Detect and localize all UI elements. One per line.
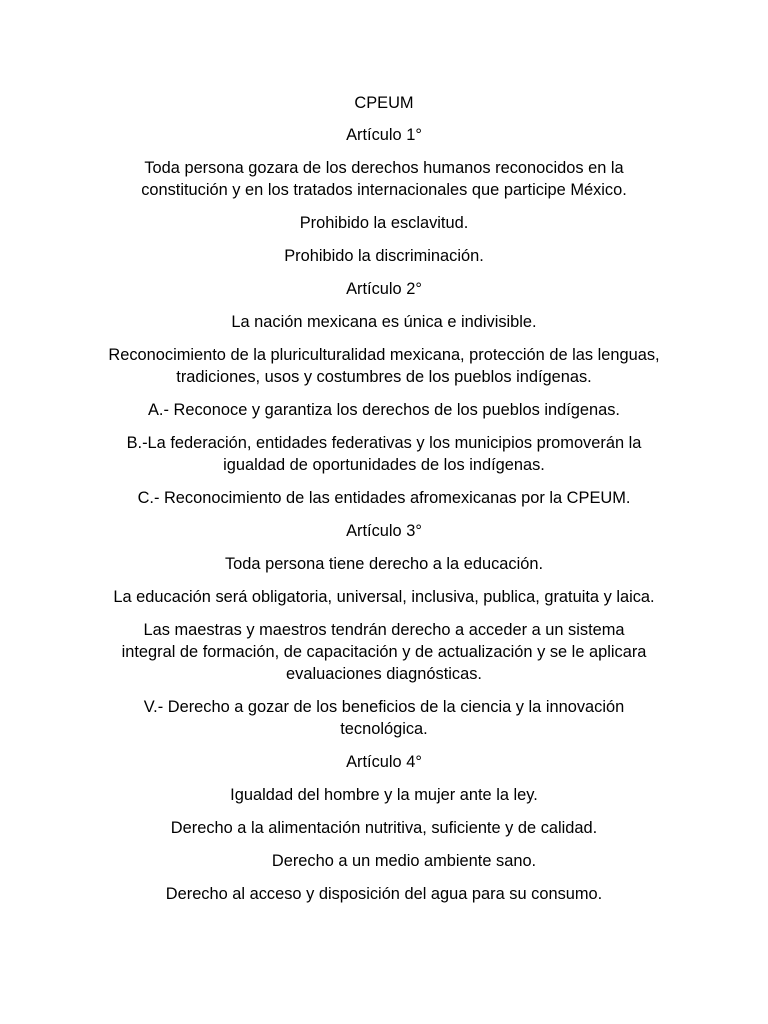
article-2-paragraph-1: La nación mexicana es única e indivisible. [231, 313, 537, 331]
article-1-paragraph-1: Toda persona gozara de los derechos humanos reconocidos en la constitución y en los tratados internacionales que participe México. [141, 159, 627, 199]
article-3-heading: Artículo 3° [346, 522, 422, 540]
article-1-heading: Artículo 1° [346, 126, 422, 144]
article-4-heading: Artículo 4° [346, 753, 422, 771]
document-title: CPEUM [354, 94, 414, 112]
article-1-paragraph-2: Prohibido la esclavitud. [299, 214, 469, 232]
article-3-paragraph-1: Toda persona tiene derecho a la educación. [224, 555, 544, 573]
article-2-paragraph-4: B.-La federación, entidades federativas y los municipios promoverán la igualdad de oportunidades de los indígenas. [126, 434, 642, 474]
article-2-paragraph-2: Reconocimiento de la pluriculturalidad mexicana, protección de las lenguas, tradiciones, usos y costumbres de los pueblos indígenas. [108, 346, 660, 386]
article-4-paragraph-4: Derecho al acceso y disposición del agua para su consumo. [165, 885, 603, 903]
article-1-paragraph-3: Prohibido la discriminación. [284, 247, 484, 265]
article-2-paragraph-5: C.- Reconocimiento de las entidades afromexicanas por la CPEUM. [137, 489, 631, 507]
article-2-paragraph-3: A.- Reconoce y garantiza los derechos de los pueblos indígenas. [148, 401, 620, 419]
article-3-paragraph-3: Las maestras y maestros tendrán derecho a acceder a un sistema integral de formación, de capacitación y de actualización y se le aplicara evaluaciones diagnósticas. [121, 621, 647, 683]
article-2-heading: Artículo 2° [346, 280, 422, 298]
article-4-paragraph-2: Derecho a la alimentación nutritiva, suficiente y de calidad. [170, 819, 598, 837]
article-4-paragraph-1: Igualdad del hombre y la mujer ante la ley. [230, 786, 538, 804]
article-3-paragraph-4: V.- Derecho a gozar de los beneficios de la ciencia y la innovación tecnológica. [143, 698, 625, 738]
article-4-paragraph-3: Derecho a un medio ambiente sano. [271, 852, 537, 870]
article-3-paragraph-2: La educación será obligatoria, universal, inclusiva, publica, gratuita y laica. [113, 588, 655, 606]
